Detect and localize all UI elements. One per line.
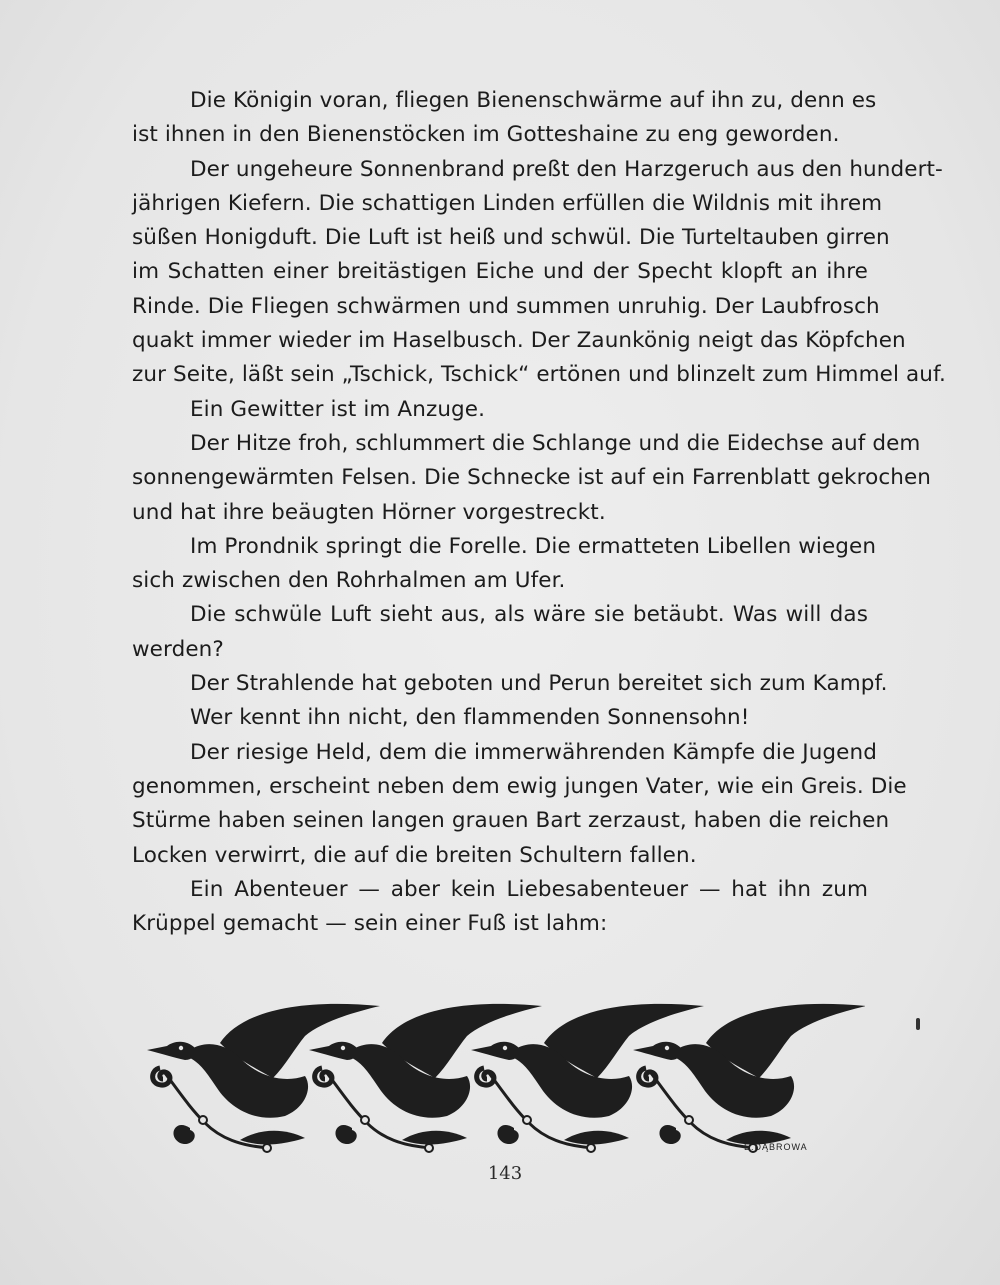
text-line: Rinde. Die Fliegen schwärmen und summen unruhig. Der Laubfrosch — [132, 293, 880, 319]
text-line: genommen, erscheint neben dem ewig jungen Vater, wie ein Greis. Die — [132, 773, 907, 799]
text-line: Der Strahlende hat geboten und Perun bereitet sich zum Kampf. — [190, 671, 888, 697]
body-text — [132, 84, 946, 941]
text-line: werden? — [132, 636, 224, 662]
text-line: Locken verwirrt, die auf die breiten Schultern fallen. — [132, 842, 697, 868]
text-line: sich zwischen den Rohrhalmen am Ufer. — [132, 568, 566, 594]
text-line: zur Seite, läßt sein „Tschick, Tschick“ ertönen und blinzelt zum Himmel auf. — [132, 362, 946, 388]
text-line: sonnengewärmten Felsen. Die Schnecke ist auf ein Farrenblatt gekrochen — [132, 465, 932, 491]
text-line: Ein Gewitter ist im Anzuge. — [190, 396, 486, 422]
text-line: süßen Honigduft. Die Luft ist heiß und schwül. Die Turteltauben girren — [132, 225, 890, 251]
illustrator-signature: E.DĄBROWA — [744, 1142, 808, 1152]
page-number: 143 — [487, 1163, 523, 1184]
text-line: Der Hitze froh, schlummert die Schlange und die Eidechse auf dem — [190, 430, 921, 456]
text-line: Ein Abenteuer — aber kein Liebesabenteuer — hat ihn zum — [190, 876, 868, 902]
text-line: Der ungeheure Sonnenbrand preßt den Harzgeruch aus den hundert- — [190, 156, 943, 182]
text-line: im Schatten einer breitästigen Eiche und der Specht klopft an ihre — [132, 259, 868, 285]
text-line: und hat ihre beäugten Hörner vorgestreckt. — [132, 499, 606, 525]
text-line: Krüppel gemacht — sein einer Fuß ist lahm: — [132, 911, 608, 937]
text-line: Die schwüle Luft sieht aus, als wäre sie betäubt. Was will das — [190, 602, 868, 628]
bird-ornament — [145, 988, 865, 1158]
text-line: quakt immer wieder im Haselbusch. Der Zaunkönig neigt das Köpfchen — [132, 328, 906, 354]
text-line: ist ihnen in den Bienenstöcken im Gotteshaine zu eng geworden. — [132, 122, 840, 148]
text-line: Die Königin voran, fliegen Bienenschwärme auf ihn zu, denn es — [190, 88, 877, 113]
text-line: Stürme haben seinen langen grauen Bart zerzaust, haben die reichen — [132, 808, 890, 834]
bird-motif — [633, 1004, 865, 1152]
text-line: Der riesige Held, dem die immerwährenden Kämpfe die Jugend — [190, 739, 877, 765]
text-line: Im Prondnik springt die Forelle. Die ermatteten Libellen wiegen — [190, 533, 877, 559]
text-line: Wer kennt ihn nicht, den flammenden Sonnensohn! — [190, 705, 750, 731]
text-line: jährigen Kiefern. Die schattigen Linden erfüllen die Wildnis mit ihrem — [132, 190, 883, 216]
ink-speck — [916, 1018, 920, 1030]
